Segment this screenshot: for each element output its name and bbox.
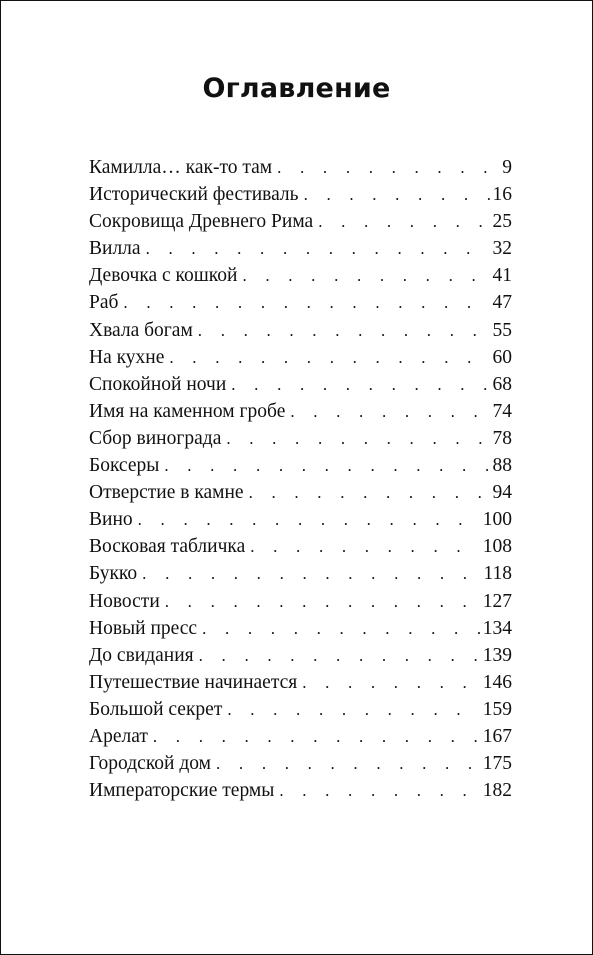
toc-entry-page-number: 167 <box>482 725 512 747</box>
toc-dot-leader <box>279 781 479 801</box>
toc-entry <box>89 645 512 672</box>
toc-entry <box>89 509 512 536</box>
toc-entry-title: Большой секрет <box>89 698 223 720</box>
toc-dot-leader <box>250 537 480 557</box>
toc-entry <box>89 672 512 699</box>
toc-entry <box>89 157 512 184</box>
toc-dot-leader <box>290 402 489 422</box>
toc-entry-page-number: 55 <box>492 319 512 341</box>
toc-dot-leader <box>146 239 490 259</box>
toc-entry <box>89 347 512 374</box>
table-of-contents <box>89 157 512 807</box>
toc-entry-page-number: 94 <box>492 482 512 504</box>
toc-dot-leader <box>202 619 480 639</box>
toc-entry-page-number: 16 <box>492 184 512 206</box>
toc-entry <box>89 265 512 292</box>
toc-dot-leader <box>242 266 489 286</box>
toc-entry-page-number: 78 <box>492 427 512 449</box>
toc-entry-title: Новый пресс <box>89 617 198 639</box>
toc-dot-leader <box>164 456 489 476</box>
toc-entry-page-number: 47 <box>492 292 512 314</box>
toc-entry-page-number: 175 <box>482 753 512 775</box>
toc-entry <box>89 401 512 428</box>
toc-entry-title: Путешествие начинается <box>89 671 298 693</box>
toc-dot-leader <box>231 375 489 395</box>
toc-dot-leader <box>199 646 480 666</box>
toc-dot-leader <box>165 592 480 612</box>
toc-entry-title: Вилла <box>89 238 141 260</box>
toc-entry-title: Сбор винограда <box>89 427 222 449</box>
toc-dot-leader <box>169 348 489 368</box>
toc-dot-leader <box>198 321 490 341</box>
toc-entry <box>89 699 512 726</box>
toc-entry-title: Городской дом <box>89 753 212 775</box>
toc-dot-leader <box>249 483 490 503</box>
toc-entry-title: Имя на каменном гробе <box>89 400 286 422</box>
toc-entry <box>89 536 512 563</box>
toc-entry <box>89 563 512 590</box>
toc-entry-title: Исторический фестиваль <box>89 184 299 206</box>
toc-entry-page-number: 32 <box>492 238 512 260</box>
toc-entry-page-number: 25 <box>492 211 512 233</box>
toc-entry-page-number: 108 <box>482 536 512 558</box>
toc-entry <box>89 238 512 265</box>
toc-entry-title: До свидания <box>89 644 194 666</box>
toc-entry-title: Арелат <box>89 725 148 747</box>
toc-entry <box>89 482 512 509</box>
toc-entry-page-number: 146 <box>482 671 512 693</box>
toc-entry-title: На кухне <box>89 346 165 368</box>
toc-entry-page-number: 159 <box>482 698 512 720</box>
toc-entry-title: Императорские термы <box>89 780 275 802</box>
toc-dot-leader <box>302 673 480 693</box>
toc-entry-title: Девочка с кошкой <box>89 265 238 287</box>
toc-entry-title: Вино <box>89 509 133 531</box>
toc-entry-title: Спокойной ночи <box>89 373 227 395</box>
toc-entry <box>89 320 512 347</box>
toc-entry <box>89 428 512 455</box>
toc-entry-page-number: 88 <box>492 455 512 477</box>
toc-entry <box>89 184 512 211</box>
toc-dot-leader <box>304 185 490 205</box>
page-title: Оглавление <box>202 73 391 104</box>
toc-entry-page-number: 60 <box>492 346 512 368</box>
toc-entry <box>89 726 512 753</box>
toc-dot-leader <box>138 510 480 530</box>
toc-entry-title: Восковая табличка <box>89 536 246 558</box>
toc-entry-title: Камилла… как-то там <box>89 157 273 178</box>
toc-entry-page-number: 74 <box>492 400 512 422</box>
toc-entry-page-number: 41 <box>492 265 512 287</box>
toc-dot-leader <box>123 293 489 313</box>
toc-entry <box>89 753 512 780</box>
toc-dot-leader <box>153 727 480 747</box>
toc-entry <box>89 211 512 238</box>
toc-entry <box>89 618 512 645</box>
toc-entry-title: Новости <box>89 590 160 612</box>
toc-dot-leader <box>318 212 489 232</box>
toc-dot-leader <box>226 429 489 449</box>
toc-entry <box>89 374 512 401</box>
toc-dot-leader <box>277 158 499 178</box>
toc-entry-page-number: 100 <box>482 509 512 531</box>
toc-dot-leader <box>142 564 480 584</box>
toc-entry-page-number: 139 <box>482 644 512 666</box>
toc-entry <box>89 292 512 319</box>
toc-entry <box>89 591 512 618</box>
toc-entry-page-number: 182 <box>482 780 512 802</box>
toc-entry-title: Боксеры <box>89 455 160 477</box>
toc-entry-title: Хвала богам <box>89 319 193 341</box>
toc-dot-leader <box>227 700 479 720</box>
toc-entry-page-number: 68 <box>492 373 512 395</box>
toc-entry-page-number: 118 <box>483 563 512 585</box>
toc-dot-leader <box>216 754 480 774</box>
toc-entry-title: Букко <box>89 563 138 585</box>
toc-entry-page-number: 9 <box>502 157 512 178</box>
toc-entry-page-number: 134 <box>482 617 512 639</box>
toc-entry <box>89 780 512 807</box>
toc-entry-title: Сокровища Древнего Рима <box>89 211 314 233</box>
toc-entry-title: Раб <box>89 292 119 314</box>
toc-entry-title: Отверстие в камне <box>89 482 244 504</box>
toc-entry-page-number: 127 <box>482 590 512 612</box>
toc-entry <box>89 455 512 482</box>
